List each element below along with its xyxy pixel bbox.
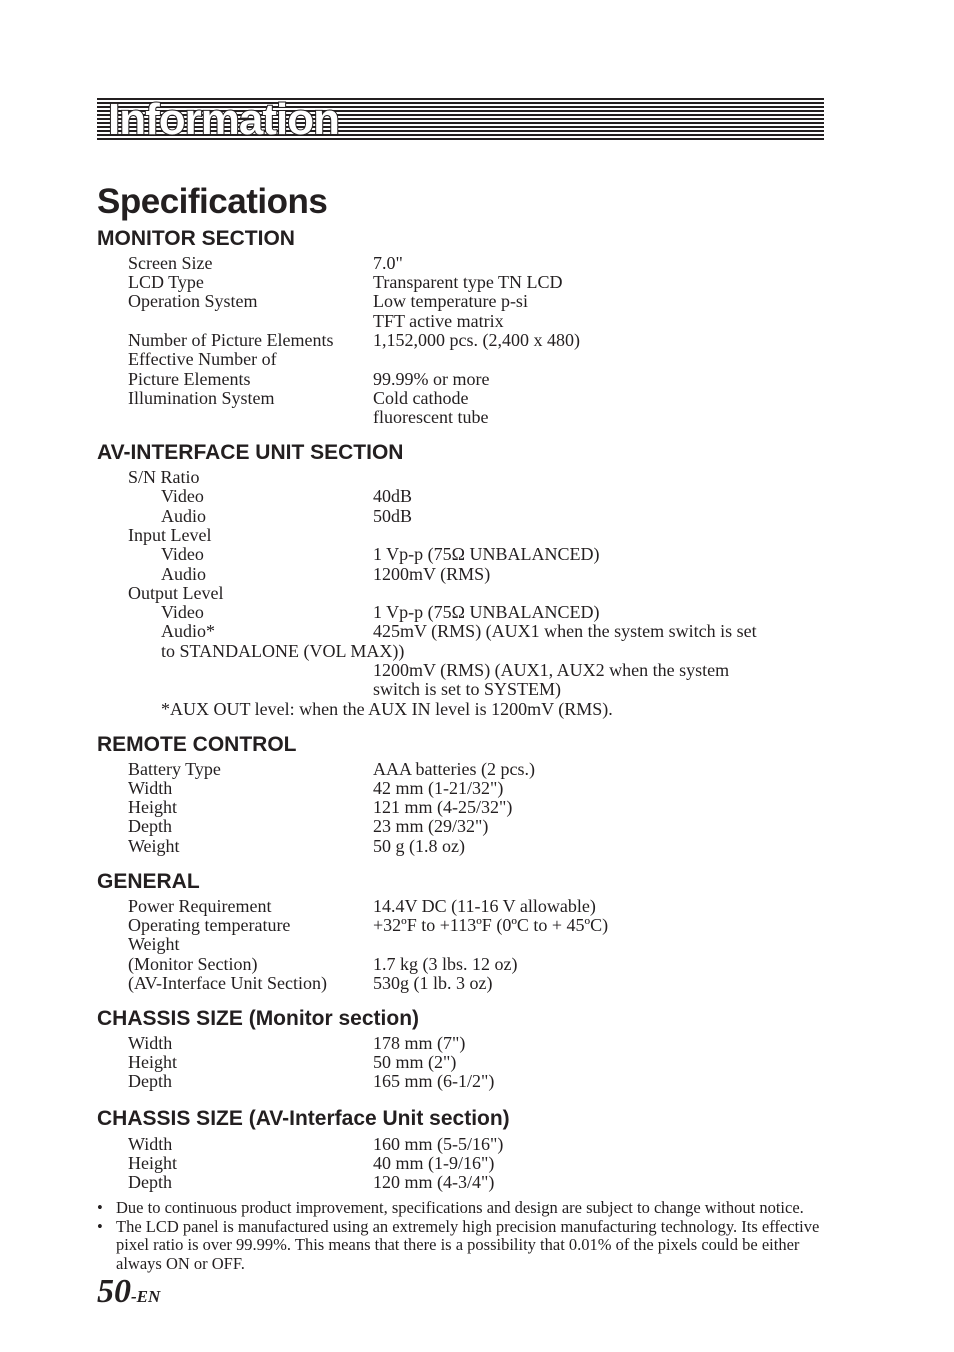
page-number-suffix: -EN: [131, 1287, 161, 1306]
notes-list: [97, 1199, 827, 1273]
spec-value: 160 mm (5-5/16"): [373, 1134, 504, 1154]
spec-label: Audio: [161, 506, 206, 526]
spec-value: TFT active matrix: [373, 311, 504, 331]
spec-label: Power Requirement: [128, 896, 272, 916]
spec-value: fluorescent tube: [373, 407, 489, 427]
note-item: [97, 1199, 827, 1218]
spec-value: 1 Vp-p (75Ω UNBALANCED): [373, 602, 600, 622]
spec-value: 50 g (1.8 oz): [373, 836, 465, 856]
spec-label: Weight: [128, 836, 180, 856]
spec-value: 530g (1 lb. 3 oz): [373, 973, 493, 993]
spec-label: Operation System: [128, 291, 258, 311]
spec-label: Depth: [128, 1071, 172, 1091]
spec-label: Height: [128, 797, 177, 817]
general-heading: GENERAL: [97, 870, 200, 893]
spec-value: 23 mm (29/32"): [373, 816, 489, 836]
page-title: Specifications: [97, 182, 328, 221]
spec-label: LCD Type: [128, 272, 204, 292]
chassis-monitor-heading: CHASSIS SIZE (Monitor section): [97, 1007, 420, 1030]
spec-value: 165 mm (6-1/2"): [373, 1071, 495, 1091]
spec-label: Height: [128, 1052, 177, 1072]
spec-label: (AV-Interface Unit Section): [128, 973, 327, 993]
note-text: The LCD panel is manufactured using an extremely high precision manufacturing technology. Its effective pixel ratio is over 99.99%. This means that there is a possibility that 0.01% of the pixels could be either always ON or OFF.: [116, 1216, 820, 1273]
spec-label: (Monitor Section): [128, 954, 258, 974]
spec-value: Transparent type TN LCD: [373, 272, 563, 292]
spec-label: Screen Size: [128, 253, 213, 273]
spec-label: Effective Number of: [128, 349, 277, 369]
spec-value: 1200mV (RMS) (AUX1, AUX2 when the system: [373, 660, 730, 680]
spec-value: 40dB: [373, 486, 413, 506]
spec-label: Width: [128, 778, 173, 798]
spec-label: Battery Type: [128, 759, 221, 779]
spec-label: Illumination System: [128, 388, 275, 408]
spec-label: Weight: [128, 934, 180, 954]
av-interface-section-heading: AV-INTERFACE UNIT SECTION: [97, 441, 404, 464]
spec-label: Audio*: [161, 621, 215, 641]
spec-value: 50dB: [373, 506, 413, 526]
spec-value: 178 mm (7"): [373, 1033, 466, 1053]
spec-value: 99.99% or more: [373, 369, 490, 389]
spec-label: Video: [161, 544, 204, 564]
bullet-icon: •: [97, 1216, 103, 1236]
spec-label: Number of Picture Elements: [128, 330, 334, 350]
spec-value: 7.0": [373, 253, 403, 273]
aux-footnote: *AUX OUT level: when the AUX IN level is 1200mV (RMS).: [161, 699, 613, 719]
spec-value: 1200mV (RMS): [373, 564, 491, 584]
spec-value: switch is set to SYSTEM): [373, 679, 562, 699]
note-item: [97, 1218, 827, 1274]
note-text: Due to continuous product improvement, specifications and design are subject to change without notice.: [116, 1198, 804, 1217]
spec-value: 425mV (RMS) (AUX1 when the system switch is set: [373, 621, 757, 641]
spec-value: 42 mm (1-21/32"): [373, 778, 504, 798]
spec-value: 40 mm (1-9/16"): [373, 1153, 495, 1173]
spec-value: to STANDALONE (VOL MAX)): [161, 641, 405, 661]
banner-title: Information: [108, 95, 339, 144]
spec-label: S/N Ratio: [128, 467, 200, 487]
spec-label: Input Level: [128, 525, 212, 545]
chassis-av-heading: CHASSIS SIZE (AV-Interface Unit section): [97, 1107, 510, 1130]
remote-control-heading: REMOTE CONTROL: [97, 733, 297, 756]
spec-value: 121 mm (4-25/32"): [373, 797, 513, 817]
spec-label: Output Level: [128, 583, 224, 603]
spec-value: 1.7 kg (3 lbs. 12 oz): [373, 954, 518, 974]
spec-value: 14.4V DC (11-16 V allowable): [373, 896, 596, 916]
spec-value: 50 mm (2"): [373, 1052, 457, 1072]
spec-label: Video: [161, 602, 204, 622]
page-number: [97, 1272, 160, 1317]
spec-value: Cold cathode: [373, 388, 469, 408]
spec-label: Audio: [161, 564, 206, 584]
spec-label: Operating temperature: [128, 915, 291, 935]
monitor-section-heading: MONITOR SECTION: [97, 227, 295, 250]
spec-label: Picture Elements: [128, 369, 251, 389]
spec-label: Height: [128, 1153, 177, 1173]
spec-label: Depth: [128, 816, 172, 836]
spec-value: Low temperature p-si: [373, 291, 528, 311]
page-number-value: 50: [97, 1273, 131, 1310]
spec-label: Width: [128, 1033, 173, 1053]
spec-value: 1 Vp-p (75Ω UNBALANCED): [373, 544, 600, 564]
bullet-icon: •: [97, 1198, 103, 1217]
spec-value: 1,152,000 pcs. (2,400 x 480): [373, 330, 580, 350]
spec-value: AAA batteries (2 pcs.): [373, 759, 535, 779]
spec-value: 120 mm (4-3/4"): [373, 1172, 495, 1192]
spec-label: Width: [128, 1134, 173, 1154]
spec-label: Depth: [128, 1172, 172, 1192]
spec-label: Video: [161, 486, 204, 506]
spec-value: +32ºF to +113ºF (0ºC to + 45ºC): [373, 915, 609, 935]
